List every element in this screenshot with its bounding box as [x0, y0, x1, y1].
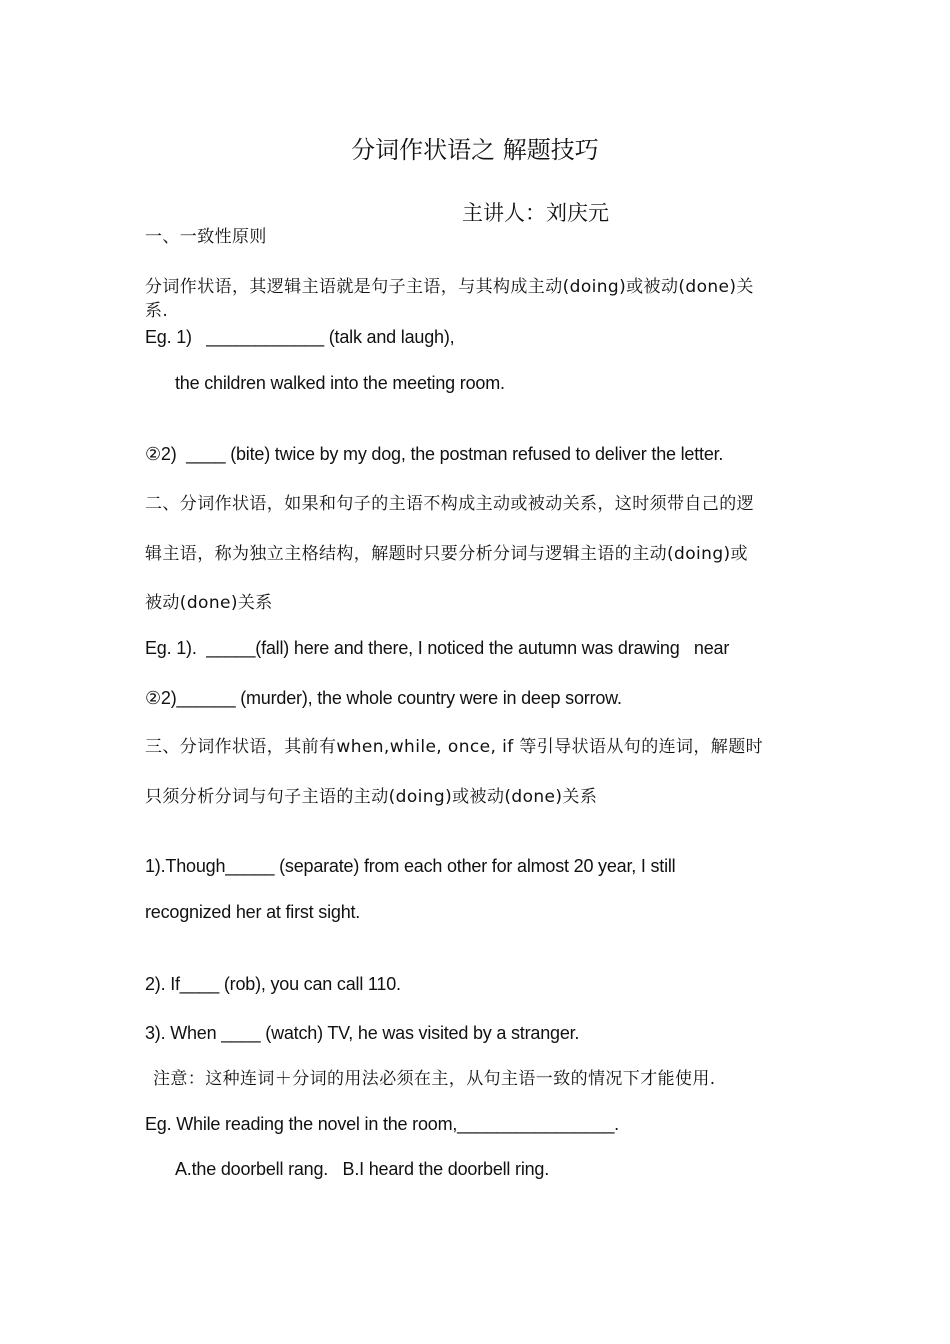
section2-example2: ②2)______ (murder), the whole country were in deep sorrow. — [145, 688, 622, 708]
section1-example1-line1: Eg. 1) ____________ (talk and laugh), — [145, 327, 455, 347]
section2-example1: Eg. 1). _____(fall) here and there, I noticed the autumn was drawing near — [145, 638, 730, 658]
section3-line1: 三、分词作状语，其前有when,while, once, if 等引导状语从句的连词，解题时 — [145, 737, 764, 757]
section3-example2: 2). If____ (rob), you can call 110. — [145, 974, 401, 994]
section1-example1-line2: the children walked into the meeting room. — [175, 373, 505, 393]
section3-note: 注意：这种连词＋分词的用法必须在主，从句主语一致的情况下才能使用. — [153, 1069, 716, 1089]
section3-example1-line1: 1).Though_____ (separate) from each other for almost 20 year, I still — [145, 856, 676, 876]
section3-eg: Eg. While reading the novel in the room,________________. — [145, 1114, 619, 1134]
section1-heading: 一、一致性原则 — [145, 227, 267, 247]
section2-line2: 辑主语，称为独立主格结构，解题时只要分析分词与逻辑主语的主动(doing)或 — [145, 544, 748, 564]
section1-example2: ②2) ____ (bite) twice by my dog, the postman refused to deliver the letter. — [145, 444, 724, 464]
section2-line1: 二、分词作状语，如果和句子的主语不构成主动或被动关系，这时须带自己的逻 — [145, 494, 754, 514]
section2-line3: 被动(done)关系 — [145, 593, 273, 613]
section3-example1-line2: recognized her at first sight. — [145, 902, 361, 922]
speaker-line: 主讲人：刘庆元 — [462, 201, 609, 225]
section3-line2: 只须分析分词与句子主语的主动(doing)或被动(done)关系 — [145, 787, 598, 807]
section1-rule-line2: 系. — [145, 301, 169, 321]
page-title: 分词作状语之 解题技巧 — [351, 136, 599, 164]
section3-options: A.the doorbell rang. B.I heard the doorbell ring. — [175, 1159, 550, 1179]
section1-rule-line1: 分词作状语，其逻辑主语就是句子主语，与其构成主动(doing)或被动(done)关 — [145, 277, 754, 297]
section3-example3: 3). When ____ (watch) TV, he was visited by a stranger. — [145, 1023, 580, 1043]
